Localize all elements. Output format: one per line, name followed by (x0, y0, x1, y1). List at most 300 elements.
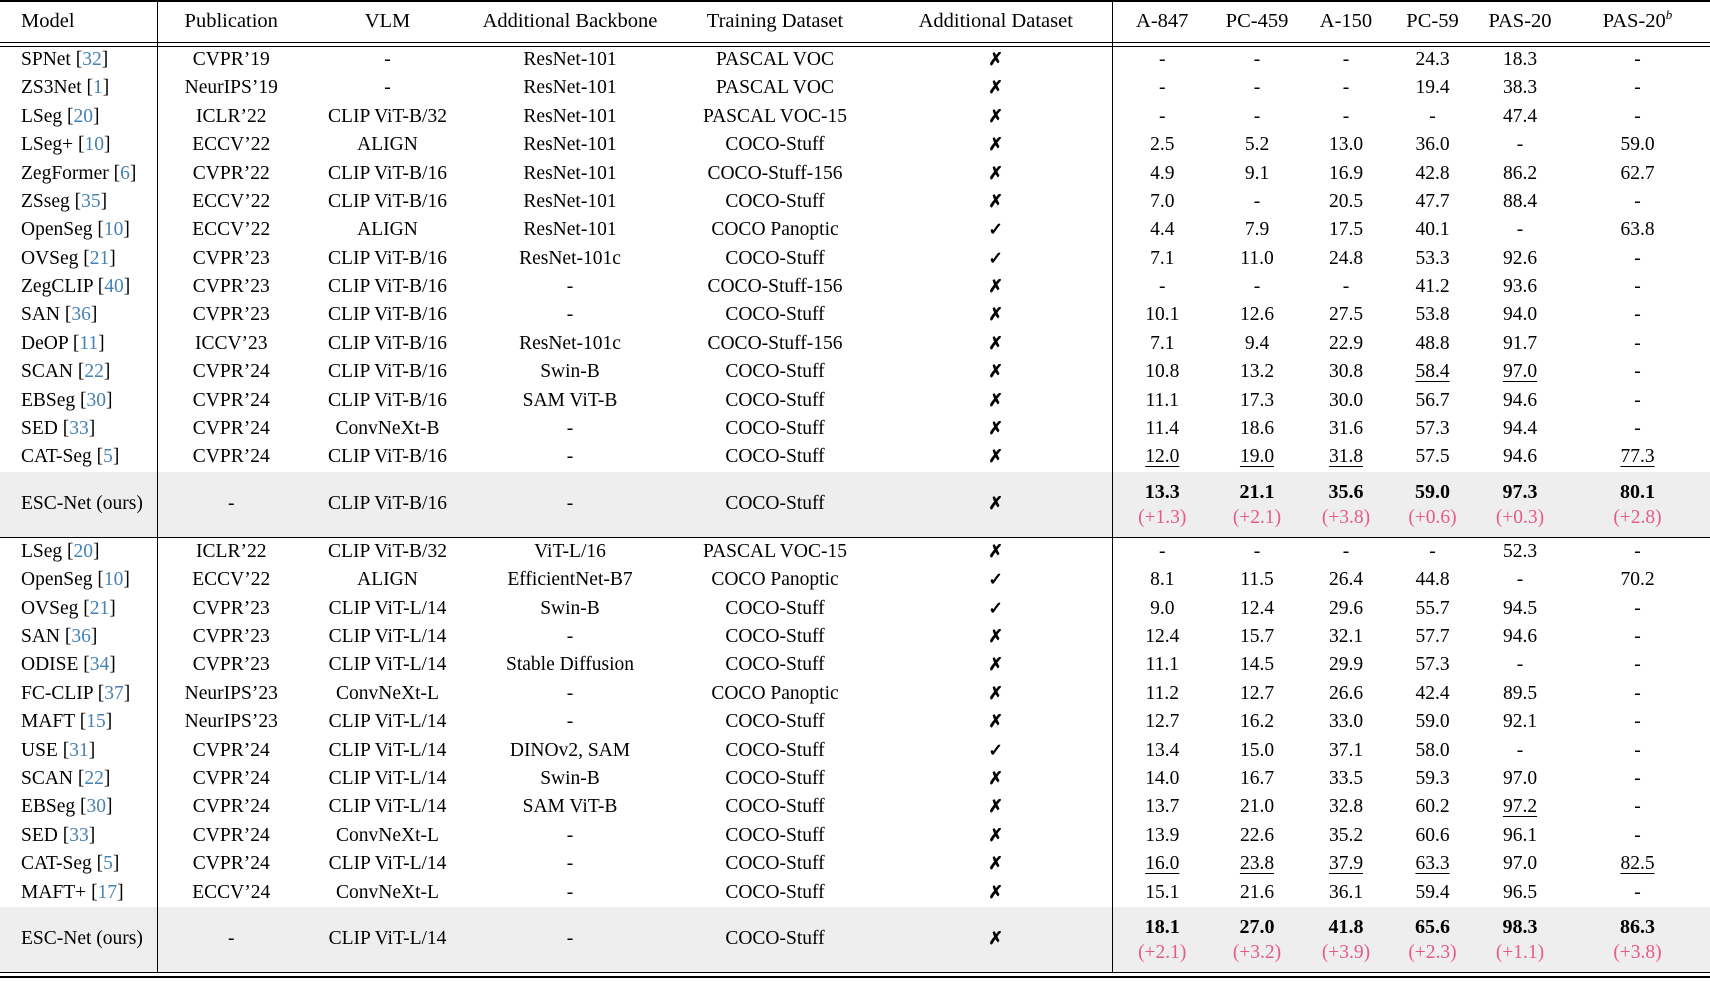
reference-number[interactable]: 40 (104, 276, 124, 298)
metric-cell (1212, 443, 1302, 471)
metric-cell (1475, 737, 1565, 765)
model-name: DeOP (21, 332, 68, 354)
vlm-cell (305, 188, 470, 216)
additional-dataset-cell (880, 793, 1112, 821)
dataset-cell (670, 160, 880, 188)
vlm-cell (305, 879, 470, 907)
metric-cell (1565, 907, 1710, 973)
dataset-cell (670, 538, 880, 566)
metric-value: 59.4 (1415, 881, 1450, 903)
metric-value: 10.8 (1145, 361, 1180, 383)
publication-cell-text: CVPR’24 (192, 767, 270, 789)
metric-value: 97.2 (1502, 796, 1538, 818)
dataset-cell-text: COCO-Stuff (725, 796, 825, 818)
metric-cell (1302, 850, 1390, 878)
reference-number[interactable]: 30 (86, 389, 107, 411)
vlm-cell (305, 330, 470, 358)
vlm-cell-text: CLIP ViT-B/32 (328, 105, 447, 127)
publication-cell-text: ICLR’22 (196, 541, 267, 563)
publication-cell-text: - (228, 493, 235, 515)
metric-cell (1390, 188, 1475, 216)
metric-cell (1565, 387, 1710, 415)
metric-value: 20.5 (1328, 190, 1364, 212)
metric-cell (1390, 358, 1475, 386)
metric-cell (1112, 737, 1212, 765)
metric-cell (1212, 737, 1302, 765)
reference-number[interactable]: 30 (86, 796, 107, 818)
reference-number[interactable]: 36 (71, 304, 91, 326)
vlm-cell (305, 415, 470, 443)
reference-number[interactable]: 11 (79, 332, 99, 354)
metric-value: 17.3 (1239, 389, 1275, 411)
metric-value: - (1634, 541, 1641, 563)
metric-cell (1565, 103, 1710, 131)
cross-icon: ✗ (988, 853, 1004, 874)
vlm-cell-text: CLIP ViT-B/16 (328, 332, 447, 354)
backbone-cell-text: - (566, 304, 574, 326)
reference-number[interactable]: 20 (73, 541, 94, 563)
metric-value: 53.3 (1415, 247, 1450, 269)
metric-cell (1565, 737, 1710, 765)
publication-cell (157, 879, 305, 907)
metric-value: 88.4 (1502, 190, 1538, 212)
metric-cell (1475, 538, 1565, 566)
ours-model-name: ESC-Net (ours) (21, 928, 143, 950)
table-row (0, 765, 1710, 793)
metric-value: 58.4 (1415, 361, 1450, 383)
cross-icon: ✗ (988, 276, 1004, 297)
metric-cell (1112, 302, 1212, 330)
table-row (0, 216, 1710, 244)
reference-number[interactable]: 10 (103, 569, 124, 591)
publication-cell (157, 765, 305, 793)
metric-value: 15.0 (1239, 739, 1275, 761)
model-name: USE (21, 739, 58, 761)
metric-cell (1302, 131, 1390, 159)
vlm-cell (305, 443, 470, 471)
metric-value: - (1159, 541, 1166, 563)
check-icon: ✓ (988, 597, 1004, 618)
publication-cell-text: CVPR’24 (192, 361, 270, 383)
reference-number[interactable]: 37 (104, 682, 124, 704)
metric-value: - (1253, 105, 1261, 127)
dataset-cell-text: COCO-Stuff-156 (707, 276, 843, 298)
vlm-cell-text: CLIP ViT-B/16 (328, 276, 447, 298)
vlm-cell-text: ConvNeXt-L (336, 824, 439, 846)
publication-cell-text: CVPR’24 (192, 824, 270, 846)
reference-number[interactable]: 33 (69, 824, 89, 846)
metric-value: 63.8 (1620, 219, 1655, 241)
dataset-cell (670, 623, 880, 651)
vlm-cell (305, 538, 470, 566)
dataset-cell (670, 651, 880, 679)
metric-value: 4.4 (1150, 219, 1175, 241)
backbone-cell-text: - (566, 928, 574, 950)
model-name: ODISE (21, 654, 79, 676)
metric-value: - (1634, 881, 1641, 903)
backbone-cell (470, 765, 670, 793)
metric-value: 32.1 (1328, 625, 1364, 647)
reference-number[interactable]: 21 (89, 597, 110, 619)
reference-number[interactable]: 22 (84, 361, 104, 383)
metric-value: 42.8 (1415, 162, 1450, 184)
reference-number[interactable]: 36 (71, 625, 91, 647)
vlm-cell-text: ConvNeXt-B (335, 418, 440, 440)
vlm-cell-text: CLIP ViT-B/16 (328, 247, 447, 269)
vlm-cell (305, 46, 470, 74)
backbone-cell-text: ResNet-101 (523, 219, 617, 241)
cross-icon: ✗ (988, 134, 1004, 155)
dataset-cell-text: COCO-Stuff (725, 361, 825, 383)
table-row (0, 822, 1710, 850)
reference-number[interactable]: 6 (120, 162, 130, 184)
publication-cell-text: ECCV’22 (192, 219, 271, 241)
backbone-cell-text: Swin-B (540, 767, 600, 789)
model-cell: MAFT+ [17] (0, 879, 157, 907)
backbone-cell-text: ResNet-101 (523, 77, 617, 99)
metric-cell (1112, 623, 1212, 651)
model-cell: SCAN [22] (0, 765, 157, 793)
table-row (0, 387, 1710, 415)
metric-cell (1475, 358, 1565, 386)
backbone-cell-text: Stable Diffusion (505, 654, 634, 676)
metric-cell (1475, 387, 1565, 415)
metric-cell (1302, 46, 1390, 74)
dataset-cell (670, 103, 880, 131)
model-cell: SAN [36] (0, 302, 157, 330)
metric-cell (1112, 879, 1212, 907)
dataset-cell (670, 131, 880, 159)
publication-cell (157, 415, 305, 443)
metric-cell (1302, 623, 1390, 651)
metric-value: 58.0 (1415, 739, 1450, 761)
metric-cell (1475, 46, 1565, 74)
publication-cell (157, 302, 305, 330)
metric-cell (1390, 850, 1475, 878)
metric-value: 19.4 (1415, 77, 1450, 99)
metric-value: 53.8 (1415, 304, 1450, 326)
model-cell (0, 472, 157, 538)
metric-cell (1212, 46, 1302, 74)
reference-number[interactable]: 32 (82, 49, 102, 71)
metric-delta: (+2.1) (1232, 506, 1282, 528)
cross-icon: ✗ (988, 105, 1004, 126)
metric-value: 41.8 (1328, 915, 1364, 938)
metric-cell (1390, 651, 1475, 679)
metric-cell (1302, 415, 1390, 443)
publication-cell-text: ICCV’23 (194, 332, 268, 354)
metric-value: 13.9 (1145, 824, 1180, 846)
metric-value: - (1634, 418, 1641, 440)
dataset-cell-text: COCO-Stuff (725, 711, 825, 733)
additional-dataset-cell (880, 415, 1112, 443)
table-row (0, 358, 1710, 386)
dataset-cell (670, 765, 880, 793)
metric-cell (1475, 103, 1565, 131)
vlm-cell-text: CLIP ViT-L/14 (328, 625, 447, 647)
metric-value: 97.0 (1502, 853, 1538, 875)
publication-cell (157, 46, 305, 74)
metric-value: 13.0 (1328, 134, 1364, 156)
vlm-cell (305, 273, 470, 301)
reference-number[interactable]: 22 (84, 767, 104, 789)
vlm-cell (305, 358, 470, 386)
metric-value: - (1253, 49, 1261, 71)
metric-cell (1390, 46, 1475, 74)
publication-cell-text: NeurIPS’23 (184, 711, 278, 733)
metric-value: 21.0 (1239, 796, 1275, 818)
model-cell (0, 907, 157, 973)
dataset-cell-text: COCO-Stuff (725, 493, 825, 515)
publication-cell-text: CVPR’23 (192, 304, 270, 326)
metric-cell (1212, 160, 1302, 188)
model-cell: SED [33] (0, 415, 157, 443)
metric-value: - (1634, 361, 1641, 383)
metric-value: 47.7 (1415, 190, 1450, 212)
metric-value: 23.8 (1239, 853, 1275, 875)
metric-cell (1112, 680, 1212, 708)
metric-delta: (+2.8) (1613, 506, 1662, 528)
dataset-cell-text: COCO-Stuff (725, 881, 825, 903)
backbone-cell (470, 907, 670, 973)
additional-dataset-cell (880, 566, 1112, 594)
metric-value: 60.6 (1415, 824, 1450, 846)
model-cell: OVSeg [21] (0, 245, 157, 273)
backbone-cell (470, 188, 670, 216)
backbone-cell (470, 131, 670, 159)
metric-value: - (1342, 276, 1350, 298)
metric-cell (1212, 302, 1302, 330)
metric-cell (1475, 850, 1565, 878)
metric-value: 8.1 (1150, 569, 1175, 591)
metric-value: 93.6 (1502, 276, 1538, 298)
metric-value: - (1634, 190, 1641, 212)
reference-number[interactable]: 35 (81, 190, 101, 212)
col-header-pc59: PC-59 (1390, 1, 1475, 42)
metric-cell (1112, 358, 1212, 386)
publication-cell (157, 623, 305, 651)
reference-number[interactable]: 10 (103, 219, 124, 241)
metric-value: 7.1 (1150, 332, 1175, 354)
metric-cell (1212, 765, 1302, 793)
dataset-cell-text: COCO-Stuff (725, 824, 825, 846)
vlm-cell-text: CLIP ViT-B/16 (328, 446, 447, 468)
reference-number[interactable]: 5 (103, 853, 113, 875)
metric-value: 70.2 (1620, 569, 1655, 591)
publication-cell (157, 160, 305, 188)
metric-cell (1390, 793, 1475, 821)
metric-value: 55.7 (1415, 597, 1450, 619)
metric-value: 32.8 (1328, 796, 1364, 818)
reference-number[interactable]: 21 (89, 247, 110, 269)
additional-dataset-cell (880, 387, 1112, 415)
vlm-cell (305, 708, 470, 736)
metric-value: 7.1 (1150, 247, 1175, 269)
metric-cell (1565, 822, 1710, 850)
col-header-additional-backbone: Additional Backbone (470, 1, 670, 42)
model-cell: FC-CLIP [37] (0, 680, 157, 708)
cross-icon: ✗ (988, 77, 1004, 98)
metric-value: 59.3 (1415, 767, 1450, 789)
metric-value: 27.5 (1328, 304, 1364, 326)
model-cell: LSeg [20] (0, 538, 157, 566)
vlm-cell-text: CLIP ViT-B/32 (328, 541, 447, 563)
vlm-cell (305, 74, 470, 102)
reference-number[interactable]: 5 (103, 446, 113, 468)
dataset-cell (670, 907, 880, 973)
additional-dataset-cell (880, 330, 1112, 358)
metric-value: - (1634, 332, 1641, 354)
reference-number[interactable]: 17 (97, 881, 118, 903)
metric-value: - (1634, 247, 1641, 269)
metric-cell (1112, 216, 1212, 244)
dataset-cell (670, 879, 880, 907)
additional-dataset-cell (880, 879, 1112, 907)
metric-value: 11.1 (1145, 389, 1179, 411)
additional-dataset-cell (880, 623, 1112, 651)
publication-cell (157, 538, 305, 566)
rule-gap-cell (0, 973, 157, 977)
metric-cell (1475, 680, 1565, 708)
table-row (0, 103, 1710, 131)
model-name: LSeg (21, 541, 63, 563)
metric-value: 11.5 (1240, 569, 1274, 591)
metric-value: - (1634, 796, 1641, 818)
metric-value: - (1253, 541, 1261, 563)
metric-cell (1475, 879, 1565, 907)
col-header-pas20: PAS-20 (1475, 1, 1565, 42)
metric-value: - (1634, 682, 1641, 704)
metric-cell (1112, 765, 1212, 793)
metric-cell (1475, 443, 1565, 471)
vlm-cell (305, 680, 470, 708)
metric-value: 94.0 (1502, 304, 1538, 326)
model-name: SCAN (21, 361, 74, 383)
reference-number[interactable]: 10 (84, 134, 105, 156)
col-header-model: Model (0, 1, 157, 42)
metric-cell (1390, 443, 1475, 471)
model-cell: DeOP [11] (0, 330, 157, 358)
cross-icon: ✗ (988, 541, 1004, 562)
publication-cell (157, 737, 305, 765)
backbone-cell-text: ResNet-101c (519, 247, 621, 269)
dataset-cell-text: COCO-Stuff (725, 446, 825, 468)
model-cell: SCAN [22] (0, 358, 157, 386)
metric-cell (1390, 822, 1475, 850)
metric-cell (1112, 188, 1212, 216)
metric-value: 11.0 (1240, 247, 1274, 269)
col-header-a150: A-150 (1302, 1, 1390, 42)
table-row (0, 595, 1710, 623)
metric-delta: (+3.2) (1232, 941, 1282, 963)
metric-cell (1302, 216, 1390, 244)
model-cell: SED [33] (0, 822, 157, 850)
table-row (0, 46, 1710, 74)
table-row (0, 651, 1710, 679)
table-row (0, 850, 1710, 878)
metric-cell (1302, 273, 1390, 301)
check-icon: ✓ (988, 569, 1004, 590)
vlm-cell (305, 623, 470, 651)
metric-cell (1475, 822, 1565, 850)
rule-gap-cell (1565, 973, 1710, 977)
cross-icon: ✗ (988, 711, 1004, 732)
dataset-cell (670, 472, 880, 538)
publication-cell (157, 907, 305, 973)
dataset-cell-text: COCO Panoptic (711, 569, 839, 591)
metric-value: 18.6 (1239, 418, 1275, 440)
metric-cell (1212, 472, 1302, 538)
dataset-cell-text: COCO-Stuff (725, 654, 825, 676)
vlm-cell-text: CLIP ViT-L/14 (328, 928, 447, 950)
reference-number[interactable]: 20 (73, 105, 94, 127)
vlm-cell-text: - (384, 77, 391, 99)
vlm-cell-text: CLIP ViT-B/16 (328, 493, 447, 515)
metric-cell (1212, 245, 1302, 273)
cross-icon: ✗ (988, 162, 1004, 183)
dataset-cell (670, 302, 880, 330)
metric-value: - (1429, 541, 1436, 563)
metric-cell (1112, 387, 1212, 415)
metric-cell (1212, 131, 1302, 159)
backbone-cell (470, 538, 670, 566)
metric-value: - (1342, 105, 1350, 127)
metric-cell (1112, 793, 1212, 821)
publication-cell-text: ECCV’22 (192, 569, 271, 591)
additional-dataset-cell (880, 680, 1112, 708)
metric-cell (1112, 160, 1212, 188)
metric-value: 13.3 (1144, 480, 1180, 503)
dataset-cell (670, 850, 880, 878)
metric-cell (1390, 415, 1475, 443)
metric-cell (1390, 623, 1475, 651)
metric-value: - (1634, 77, 1641, 99)
reference-number[interactable]: 31 (69, 739, 89, 761)
publication-cell-text: ICLR’22 (196, 105, 267, 127)
metric-cell (1112, 822, 1212, 850)
metric-cell (1390, 680, 1475, 708)
model-cell: SPNet [32] (0, 46, 157, 74)
metric-value: 11.1 (1145, 654, 1179, 676)
backbone-cell-text: - (566, 625, 574, 647)
metric-value: 86.2 (1502, 162, 1538, 184)
metric-value: 14.0 (1145, 767, 1180, 789)
publication-cell (157, 443, 305, 471)
reference-number[interactable]: 33 (69, 418, 89, 440)
dataset-cell (670, 443, 880, 471)
metric-cell (1112, 907, 1212, 973)
publication-cell-text: CVPR’24 (192, 389, 270, 411)
metric-value: 57.5 (1415, 446, 1450, 468)
publication-cell-text: ECCV’22 (192, 190, 271, 212)
metric-cell (1565, 595, 1710, 623)
metric-value: 37.9 (1328, 853, 1364, 875)
metric-cell (1475, 566, 1565, 594)
metric-cell (1112, 443, 1212, 471)
reference-number[interactable]: 34 (89, 654, 110, 676)
publication-cell (157, 216, 305, 244)
reference-number[interactable]: 15 (86, 711, 106, 733)
metric-cell (1475, 595, 1565, 623)
model-name: CAT-Seg (21, 446, 92, 468)
reference-number[interactable]: 1 (93, 77, 103, 99)
table-row (0, 74, 1710, 102)
publication-cell-text: CVPR’24 (192, 418, 270, 440)
metric-value: 94.5 (1502, 597, 1538, 619)
rule-gap-cell (1112, 973, 1212, 977)
additional-dataset-cell (880, 538, 1112, 566)
additional-dataset-cell (880, 443, 1112, 471)
